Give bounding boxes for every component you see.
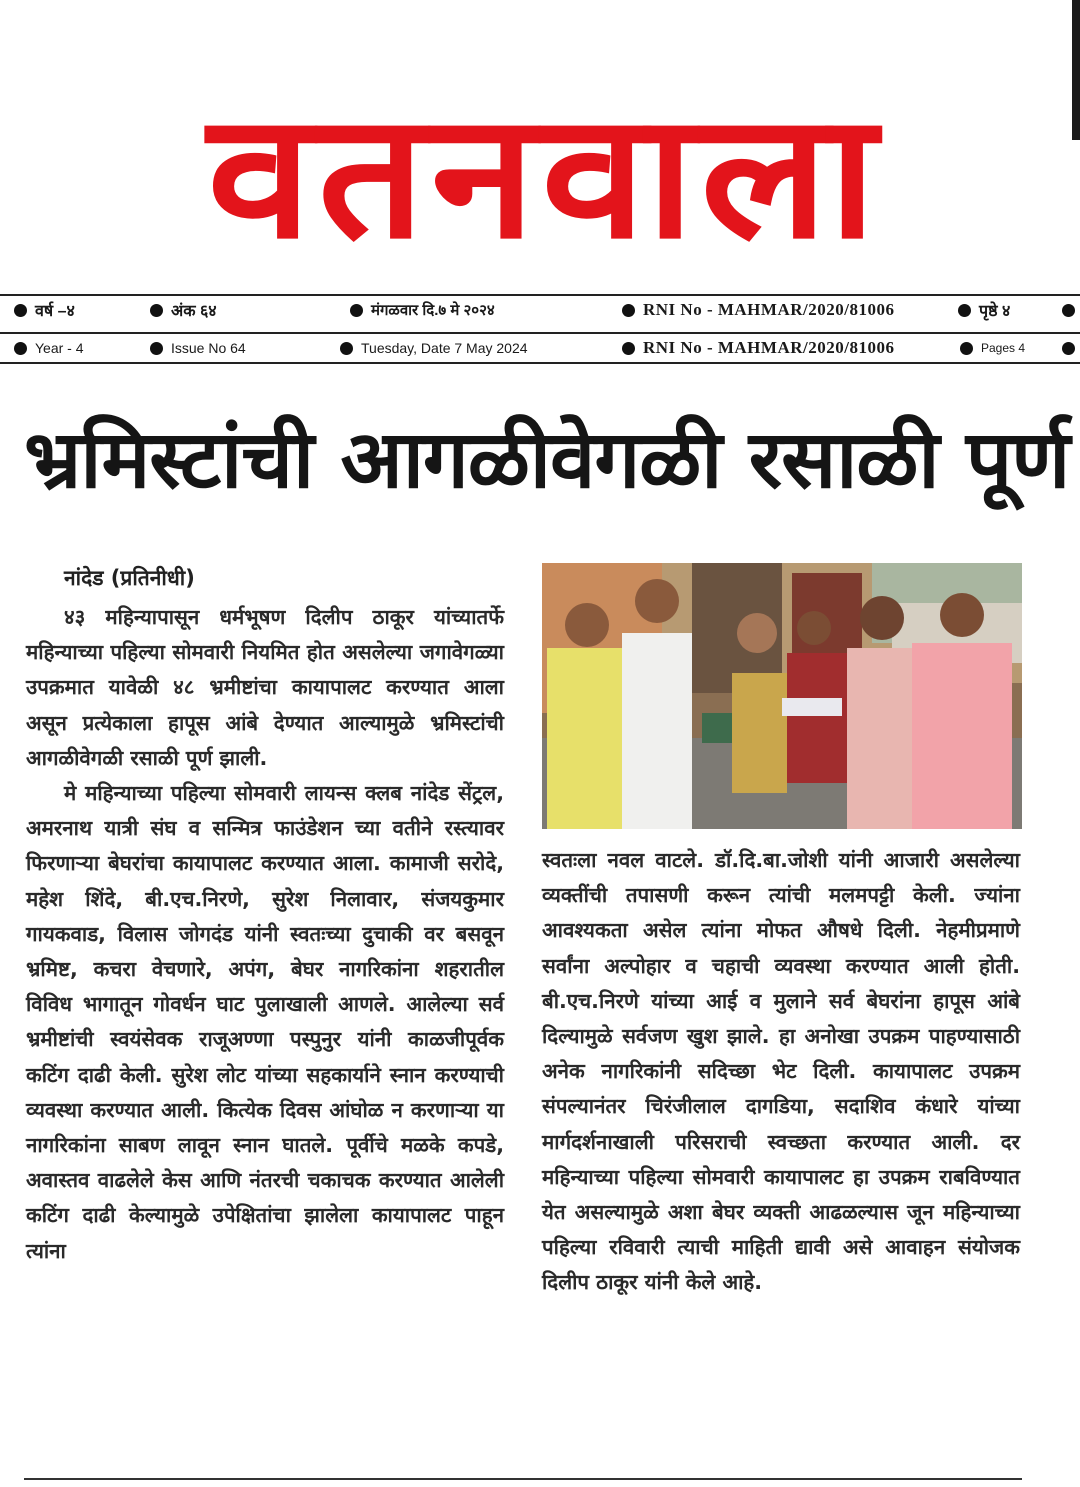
bullet-end bbox=[1062, 304, 1075, 317]
article-headline: भ्रमिस्टांची आगळीवेगळी रसाळी पूर्ण bbox=[24, 413, 1070, 506]
bullet-icon bbox=[150, 304, 163, 317]
bullet-icon bbox=[958, 304, 971, 317]
bullet-icon bbox=[340, 342, 353, 355]
issue-marathi: अंक ६४ bbox=[150, 299, 217, 321]
bullet-icon bbox=[622, 304, 635, 317]
bullet-icon bbox=[1062, 304, 1075, 317]
bullet-icon bbox=[14, 342, 27, 355]
article-paragraph: ४३ महिन्यापासून धर्मभूषण दिलीप ठाकूर यांच्यातर्फे महिन्याच्या पहिल्या सोमवारी नियमित होत असलेल्या जगावेगळ्या उपक्रमात यावेळी ४८ भ्रमीष्टांचा कायापालट करण्यात आला असून प्रत्येकाला हापूस आंबे देण्यात आल्यामुळे भ्रमिस्टांची आगळीवेगळी रसाळी पूर्ण झाली. bbox=[26, 605, 504, 770]
bullet-end bbox=[1062, 342, 1075, 355]
year-marathi: वर्ष –४ bbox=[14, 299, 75, 321]
article-dateline: नांदेड (प्रतिनीधी) bbox=[64, 566, 195, 590]
bullet-icon bbox=[350, 304, 363, 317]
article-column-right bbox=[542, 843, 1020, 1301]
page-edge-strip bbox=[1072, 0, 1080, 140]
article-column-left bbox=[26, 600, 504, 1269]
pages-english: Pages 4 bbox=[960, 341, 1025, 355]
article-paragraph: स्वतःला नवल वाटले. डॉ.दि.बा.जोशी यांनी आजारी असलेल्या व्यक्तींची तपासणी करून त्यांची मलमपट्टी केली. ज्यांना आवश्यकता असेल त्यांना मोफत औषधे दिली. नेहमीप्रमाणे सर्वांना अल्पोहार व चहाची व्यवस्था करण्यात आली होती. बी.एच.निरणे यांच्या आई व मुलाने सर्व बेघरांना हापूस आंबे दिल्यामुळे सर्वजण खुश झाले. हा अनोखा उपक्रम पाहण्यासाठी अनेक नागरिकांनी सदिच्छा भेट दिली. कायापालट उपक्रम संपल्यानंतर चिरंजीलाल दागडिया, सदाशिव कंधारे यांच्या मार्गदर्शनाखाली परिसराची स्वच्छता करण्यात आली. दर महिन्याच्या पहिल्या सोमवारी कायापालट हा उपक्रम राबविण्यात येत असल्यामुळे अशा बेघर व्यक्ती आढळल्यास जून महिन्याच्या पहिल्या रविवारी त्याची माहिती द्यावी असे आवाहन संयोजक दिलीप ठाकूर यांनी केले आहे. bbox=[542, 848, 1020, 1295]
issue-english: Issue No 64 bbox=[150, 340, 246, 356]
date-english: Tuesday, Date 7 May 2024 bbox=[340, 340, 528, 356]
bullet-icon bbox=[1062, 342, 1075, 355]
pages-marathi: पृष्ठे ४ bbox=[958, 299, 1010, 321]
bullet-icon bbox=[150, 342, 163, 355]
rni-english: RNI No - MAHMAR/2020/81006 bbox=[622, 338, 894, 358]
rni-marathi: RNI No - MAHMAR/2020/81006 bbox=[622, 300, 894, 320]
newspaper-masthead: वतनवाला bbox=[207, 98, 883, 256]
bottom-rule bbox=[24, 1478, 1022, 1480]
bullet-icon bbox=[14, 304, 27, 317]
info-row-marathi bbox=[0, 294, 1080, 324]
bullet-icon bbox=[622, 342, 635, 355]
bullet-icon bbox=[960, 342, 973, 355]
news-photo bbox=[542, 563, 1022, 829]
year-english: Year - 4 bbox=[14, 340, 84, 356]
date-marathi: मंगळवार दि.७ मे २०२४ bbox=[350, 300, 495, 320]
article-paragraph: मे महिन्याच्या पहिल्या सोमवारी लायन्स क्लब नांदेड सेंट्रल, अमरनाथ यात्री संघ व सन्मित्र फाउंडेशन च्या वतीने रस्त्यावर फिरणाऱ्या बेघरांचा कायापालट करण्यात आला. कामाजी सरोदे, महेश शिंदे, बी.एच.निरणे, सुरेश निलावार, संजयकुमार गायकवाड, विलास जोगदंड यांनी स्वतःच्या दुचाकी वर बसवून भ्रमिष्ट, कचरा वेचणारे, अपंग, बेघर नागरिकांना शहरातील विविध भागातून गोवर्धन घाट पुलाखाली आणले. आलेल्या सर्व भ्रमीष्टांची स्वयंसेवक राजूअण्णा पस्पुनुर यांनी काळजीपूर्वक कटिंग दाढी केली. सुरेश लोट यांच्या सहकार्याने स्नान करण्याची व्यवस्था करण्यात आली. कित्येक दिवस आंघोळ न करणाऱ्या या नागरिकांना साबण लावून स्नान घातले. पूर्वीचे मळके कपडे, अवास्तव वाढलेले केस आणि नंतरची चकाचक करण्यात आलेली कटिंग दाढी केल्यामुळे उपेक्षितांचा झालेला कायापालट पाहून त्यांना bbox=[26, 781, 504, 1263]
info-row-english bbox=[0, 332, 1080, 364]
